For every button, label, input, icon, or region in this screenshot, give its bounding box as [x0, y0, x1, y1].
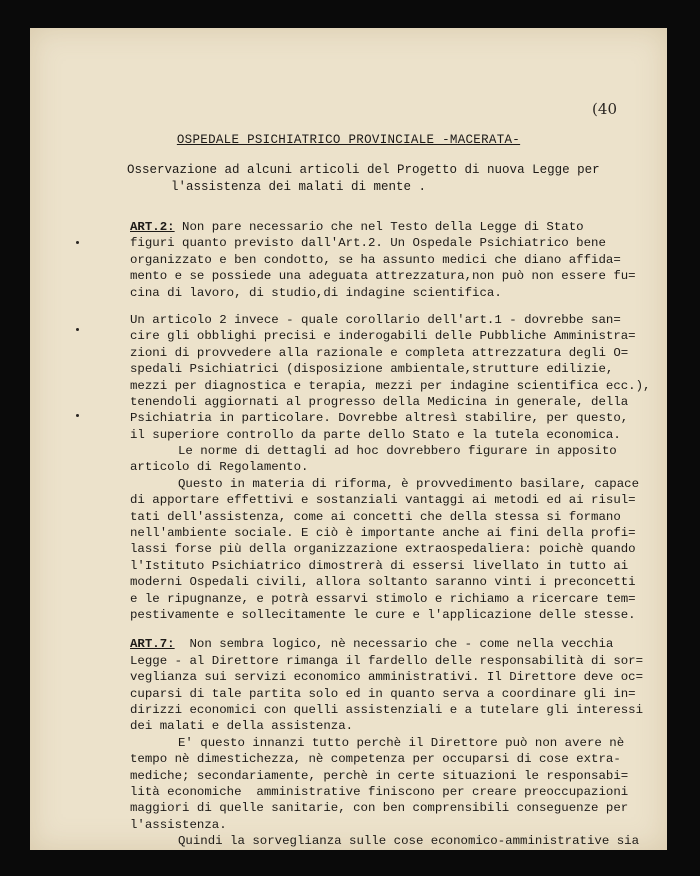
text-line — [130, 817, 650, 833]
line-text: mento e se possiede una adeguata attrezzatura,non può non essere fu= — [130, 269, 636, 284]
line-text: e le ripugnanze, e potrà essarvi stimolo e richiamo a ricercare tem= — [130, 591, 636, 606]
margin-mark — [76, 241, 79, 244]
text-line — [130, 800, 650, 816]
line-text: l'assistenza. — [130, 817, 227, 832]
line-text: Non pare necessario che nel Testo della Legge di Stato — [174, 220, 584, 234]
article-label: ART.2: — [130, 220, 175, 234]
line-text: Legge - al Direttore rimanga il fardello delle responsabilità di sor= — [130, 653, 644, 668]
text-line — [130, 833, 650, 849]
text-line — [130, 492, 650, 508]
article-section — [130, 219, 650, 623]
text-line — [130, 378, 650, 394]
text-line — [130, 718, 650, 734]
text-line — [130, 459, 650, 475]
text-line — [130, 669, 650, 685]
line-text: lità economiche amministrative finiscono per creare preoccupazioni — [130, 784, 629, 799]
text-line — [130, 328, 650, 344]
text-line — [130, 443, 650, 459]
line-text: dei malati e della assistenza. — [130, 719, 354, 734]
line-text: il superiore controllo da parte dello Stato e la tutela economica. — [130, 427, 621, 442]
text-line — [130, 686, 650, 702]
line-text: Le norme di dettagli ad hoc dovrebbero figurare in apposito — [178, 444, 617, 459]
line-text: cuparsi di tale partita solo ed in quanto serva a coordinare gli in= — [130, 686, 636, 701]
article-section — [130, 636, 650, 849]
document-title — [30, 133, 667, 147]
subtitle-line: Osservazione ad alcuni articoli del Progetto di nuova Legge per — [127, 163, 600, 177]
text-line — [130, 427, 650, 443]
text-line — [130, 768, 650, 784]
line-text: Questo in materia di riforma, è provvedimento basilare, capace — [178, 476, 640, 491]
line-text: mezzi per diagnostica e terapia, mezzi per indagine scientifica ecc.), — [130, 378, 651, 393]
text-line — [130, 361, 650, 377]
text-line — [130, 607, 650, 623]
text-line — [130, 285, 650, 301]
line-text: tati dell'assistenza, come ai concetti che della stessa si formano — [130, 509, 621, 524]
line-text: cire gli obblighi precisi e inderogabili delle Pubbliche Amministra= — [130, 329, 636, 344]
line-text: Psichiatria in particolare. Dovrebbe altresì stabilire, per questo, — [130, 411, 629, 426]
line-text: l'Istituto Psichiatrico dimostrerà di essersi livellato in tutto ai — [130, 558, 629, 573]
line-text: moderni Ospedali civili, allora soltanto saranno vinti i preconcetti — [130, 575, 636, 590]
line-text: spedali Psichiatrici (disposizione ambientale,strutture edilizie, — [130, 362, 614, 377]
text-line — [130, 653, 650, 669]
line-text: figuri quanto previsto dall'Art.2. Un Ospedale Psichiatrico bene — [130, 236, 606, 251]
line-text: tempo nè dimestichezza, nè competenza per occuparsi di cose extra- — [130, 752, 621, 767]
page-number: (40 — [592, 100, 617, 118]
text-line — [130, 591, 650, 607]
line-text: dirizzi economici con quelli assistenziali e a tutelare gli interessi — [130, 702, 644, 717]
text-line — [130, 252, 650, 268]
document-page — [30, 28, 667, 850]
text-line — [130, 509, 650, 525]
article-label: ART.7: — [130, 637, 175, 652]
text-line — [130, 636, 650, 652]
margin-mark — [76, 414, 79, 417]
line-text: veglianza sui servizi economico amministrativi. Il Direttore deve oc= — [130, 670, 644, 685]
line-text: zioni di provvedere alla razionale e completa attrezzatura degli O= — [130, 345, 629, 360]
text-line — [130, 525, 650, 541]
text-line — [130, 558, 650, 574]
text-line — [130, 574, 650, 590]
text-line — [130, 235, 650, 251]
subtitle-line: l'assistenza dei malati di mente . — [171, 180, 427, 194]
text-line — [130, 394, 650, 410]
line-text: di apportare effettivi e sostanziali vantaggi ai metodi ed ai risul= — [130, 493, 636, 508]
line-text: pestivamente e sollecitamente le cure e l'applicazione delle stesse. — [130, 607, 636, 622]
line-text: organizzato e ben condotto, se ha assunto medici che diano affida= — [130, 252, 621, 267]
text-line — [130, 345, 650, 361]
line-text: maggiori di quelle sanitarie, con ben comprensibili conseguenze per — [130, 801, 629, 816]
line-text: nell'ambiente sociale. E ciò è importante anche ai fini della profi= — [130, 526, 636, 541]
document-body — [130, 219, 650, 849]
line-text: Un articolo 2 invece - quale corollario dell'art.1 - dovrebbe san= — [130, 312, 621, 327]
text-line — [130, 735, 650, 751]
margin-mark — [76, 328, 79, 331]
text-line — [130, 268, 650, 284]
line-text: lassi forse più della organizzazione extraospedaliera: poichè quando — [130, 542, 636, 557]
text-line — [130, 312, 650, 328]
text-line — [130, 410, 650, 426]
document-subtitle — [127, 162, 627, 196]
line-text: cina di lavoro, di studio,di indagine scientifica. — [130, 285, 502, 300]
line-text: E' questo innanzi tutto perchè il Direttore può non avere nè — [178, 735, 625, 750]
line-text: tenendoli aggiornati al progresso della Medicina in generale, della — [130, 394, 629, 409]
text-line — [130, 541, 650, 557]
line-text: Quindi la sorveglianza sulle cose economico-amministrative sia — [178, 834, 640, 849]
line-text: Non sembra logico, nè necessario che - come nella vecchia — [174, 637, 614, 652]
text-line — [130, 219, 650, 235]
text-line — [130, 751, 650, 767]
text-line — [130, 476, 650, 492]
text-line — [130, 702, 650, 718]
line-text: articolo di Regolamento. — [130, 460, 309, 475]
text-line — [130, 784, 650, 800]
title-text: OSPEDALE PSICHIATRICO PROVINCIALE -MACERATA- — [176, 133, 521, 147]
line-text: mediche; secondariamente, perchè in certe situazioni le responsabi= — [130, 768, 629, 783]
